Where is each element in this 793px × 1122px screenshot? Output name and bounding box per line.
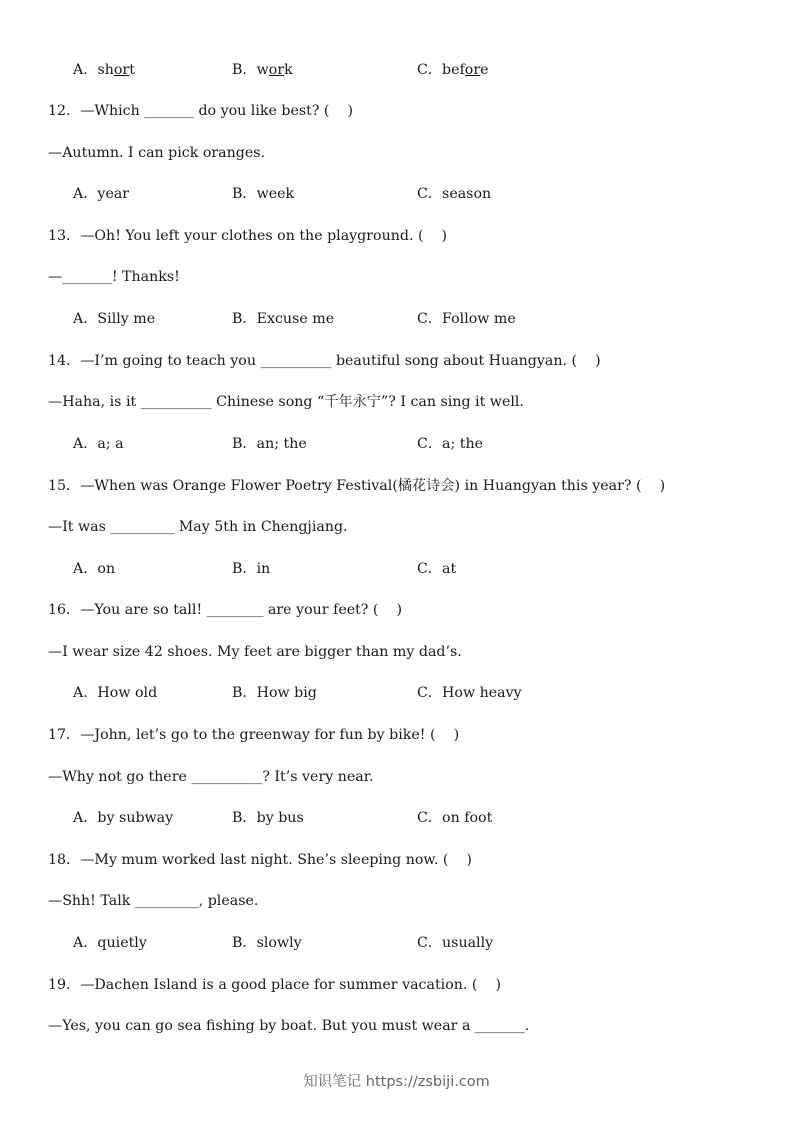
q18-option-c[interactable]: C．usually <box>417 935 494 951</box>
q15-option-b[interactable]: B．in <box>232 561 271 577</box>
footer-watermark: 知识笔记 https://zsbiji.com <box>303 1074 490 1090</box>
q13-option-b[interactable]: B．Excuse me <box>232 311 335 327</box>
q12-options <box>48 184 768 204</box>
q14-option-c[interactable]: C．a; the <box>417 436 484 452</box>
q16-option-a[interactable]: A．How old <box>73 685 158 701</box>
q18-options <box>48 933 768 953</box>
q17-answer: —Why not go there __________? It’s very near. <box>48 769 374 785</box>
q18-option-b[interactable]: B．slowly <box>232 935 302 951</box>
q16-options <box>48 683 768 703</box>
q14-stem: 14．—I’m going to teach you __________ beautiful song about Huangyan. ( ) <box>48 353 601 369</box>
q14-answer: —Haha, is it __________ Chinese song “千年永宁”? I can sing it well. <box>48 394 524 410</box>
q12-option-a[interactable]: A．year <box>73 186 130 202</box>
q11-options <box>48 60 768 80</box>
q17-options <box>48 808 768 828</box>
q18-stem: 18．—My mum worked last night. She’s sleeping now. ( ) <box>48 852 472 868</box>
q13-options <box>48 309 768 329</box>
q16-option-b[interactable]: B．How big <box>232 685 317 701</box>
q15-options <box>48 559 768 579</box>
q18-option-a[interactable]: A．quietly <box>73 935 147 951</box>
q17-option-a[interactable]: A．by subway <box>73 810 174 826</box>
q11-option-a[interactable]: A．short <box>73 62 135 78</box>
q19-answer: —Yes, you can go sea fishing by boat. But you must wear a _______. <box>48 1018 530 1034</box>
q14-option-b[interactable]: B．an; the <box>232 436 307 452</box>
q16-option-c[interactable]: C．How heavy <box>417 685 522 701</box>
q16-stem: 16．—You are so tall! ________ are your feet? ( ) <box>48 602 403 618</box>
q16-answer: —I wear size 42 shoes. My feet are bigger than my dad’s. <box>48 644 462 660</box>
q14-options <box>48 434 768 454</box>
q13-stem: 13．—Oh! You left your clothes on the playground. ( ) <box>48 228 448 244</box>
q13-answer: —_______! Thanks! <box>48 269 180 285</box>
q15-option-c[interactable]: C．at <box>417 561 457 577</box>
q12-option-c[interactable]: C．season <box>417 186 492 202</box>
q18-answer: —Shh! Talk _________, please. <box>48 893 259 909</box>
q15-stem: 15．—When was Orange Flower Poetry Festival(橘花诗会) in Huangyan this year? ( ) <box>48 478 666 494</box>
q11-option-c[interactable]: C．before <box>417 62 489 78</box>
q11-option-b[interactable]: B．work <box>232 62 293 78</box>
q13-option-c[interactable]: C．Follow me <box>417 311 516 327</box>
q17-option-b[interactable]: B．by bus <box>232 810 304 826</box>
q15-option-a[interactable]: A．on <box>73 561 116 577</box>
q12-answer: —Autumn. I can pick oranges. <box>48 145 266 161</box>
q14-option-a[interactable]: A．a; a <box>73 436 124 452</box>
q12-stem: 12．—Which _______ do you like best? ( ) <box>48 103 354 119</box>
q12-option-b[interactable]: B．week <box>232 186 295 202</box>
q17-option-c[interactable]: C．on foot <box>417 810 493 826</box>
q17-stem: 17．—John, let’s go to the greenway for fun by bike! ( ) <box>48 727 460 743</box>
q13-option-a[interactable]: A．Silly me <box>73 311 156 327</box>
q19-stem: 19．—Dachen Island is a good place for summer vacation. ( ) <box>48 977 502 993</box>
q15-answer: —It was _________ May 5th in Chengjiang. <box>48 519 348 535</box>
